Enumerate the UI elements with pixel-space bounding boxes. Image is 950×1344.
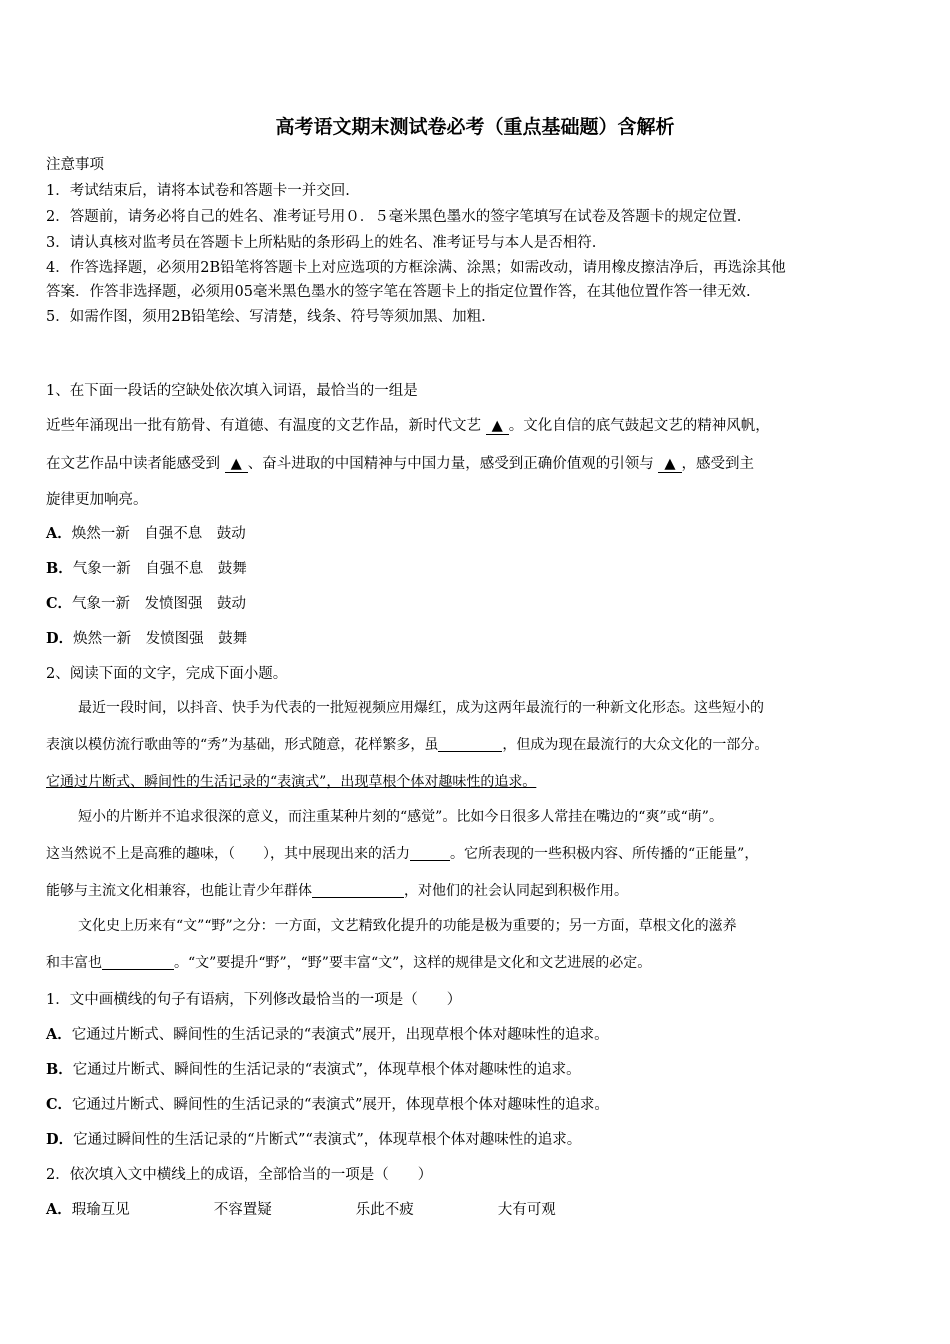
q2-passage-line: 和丰富也 。“文”要提升“野”，“野”要丰富“文”，这样的规律是文化和文艺进展的必定。	[46, 955, 652, 971]
q2-sub2-option-a[interactable]: A．瑕瑜互见 不容置疑 乐此不疲 大有可观	[46, 1201, 556, 1218]
q1-stem: 1、在下面一段话的空缺处依次填入词语，最恰当的一组是	[46, 383, 418, 399]
q1-option-c[interactable]: C．气象一新 发愤图强 鼓动	[46, 595, 247, 612]
q1-passage-line: 旋律更加响亮。	[46, 492, 148, 508]
blank-2: ▲	[225, 456, 248, 473]
q2-passage-line: 能够与主流文化相兼容，也能让青少年群体 ，对他们的社会认同起到积极作用。	[46, 883, 628, 899]
notice-item: 5．如需作图，须用2B铅笔绘、写清楚，线条、符号等须加黑、加粗.	[46, 309, 486, 325]
blank	[312, 883, 404, 898]
notice-item: 4．作答选择题，必须用2B铅笔将答题卡上对应选项的方框涂满、涂黑；如需改动，请用橡皮擦洁净后，再选涂其他	[46, 260, 786, 276]
q2-sub1-option-c[interactable]: C．它通过片断式、瞬间性的生活记录的“表演式”展开，体现草根个体对趣味性的追求。	[46, 1096, 609, 1113]
page-title: 高考语文期末测试卷必考（重点基础题）含解析	[275, 116, 675, 138]
notice-heading: 注意事项	[46, 157, 104, 173]
q2-sub1-option-d[interactable]: D．它通过瞬间性的生活记录的“片断式”“表演式”，体现草根个体对趣味性的追求。	[46, 1131, 582, 1148]
blank	[410, 846, 450, 861]
q2-underlined-sentence: 它通过片断式、瞬间性的生活记录的“表演式”，出现草根个体对趣味性的追求。	[46, 774, 537, 790]
q2-passage-line: 文化史上历来有“文”“野”之分：一方面，文艺精致化提升的功能是极为重要的；另一方面，草根文化的滋养	[78, 918, 737, 934]
q1-option-d[interactable]: D．焕然一新 发愤图强 鼓舞	[46, 630, 248, 647]
q2-passage-line: 短小的片断并不追求很深的意义，而注重某种片刻的“感觉”。比如今日很多人常挂在嘴边的“爽”或“萌”。	[78, 809, 723, 825]
notice-item: 3．请认真核对监考员在答题卡上所粘贴的条形码上的姓名、准考证号与本人是否相符.	[46, 235, 597, 251]
q2-sub1-option-b[interactable]: B．它通过片断式、瞬间性的生活记录的“表演式”，体现草根个体对趣味性的追求。	[46, 1061, 581, 1078]
q2-sub1-option-a[interactable]: A．它通过片断式、瞬间性的生活记录的“表演式”展开，出现草根个体对趣味性的追求。	[46, 1026, 609, 1043]
notice-item: 1．考试结束后，请将本试卷和答题卡一并交回.	[46, 183, 350, 199]
blank-1: ▲	[486, 418, 509, 435]
q2-passage-line: 最近一段时间，以抖音、快手为代表的一批短视频应用爆红，成为这两年最流行的一种新文化形态。这些短小的	[78, 700, 764, 716]
blank-3: ▲	[658, 456, 681, 473]
q1-passage-line: 在文艺作品中读者能感受到 ▲ 、奋斗进取的中国精神与中国力量，感受到正确价值观的引领与 ▲ ，感受到主	[46, 456, 755, 472]
q2-passage-line: 表演以模仿流行歌曲等的“秀”为基础，形式随意，花样繁多，虽 ，但成为现在最流行的大众文化的一部分。	[46, 737, 769, 753]
q1-passage-line: 近些年涌现出一批有筋骨、有道德、有温度的文艺作品，新时代文艺 ▲ 。文化自信的底气鼓起文艺的精神风帆，	[46, 418, 770, 434]
q2-stem: 2、阅读下面的文字，完成下面小题。	[46, 666, 288, 682]
blank	[438, 737, 502, 752]
notice-item: 2．答题前，请务必将自己的姓名、准考证号用０．５毫米黑色墨水的签字笔填写在试卷及答题卡的规定位置.	[46, 209, 742, 225]
q2-sub1-stem: 1．文中画横线的句子有语病，下列修改最恰当的一项是（ ）	[46, 992, 462, 1008]
q2-passage-line: 这当然说不上是高雅的趣味，（ ），其中展现出来的活力 。它所表现的一些积极内容、所传播的“正能量”，	[46, 846, 759, 862]
q1-option-b[interactable]: B．气象一新 自强不息 鼓舞	[46, 560, 247, 577]
q2-sub2-stem: 2．依次填入文中横线上的成语，全部恰当的一项是（ ）	[46, 1167, 433, 1183]
q1-option-a[interactable]: A．焕然一新 自强不息 鼓动	[46, 525, 246, 542]
notice-item: 答案．作答非选择题，必须用05毫米黑色墨水的签字笔在答题卡上的指定位置作答，在其他位置作答一律无效.	[46, 284, 751, 300]
blank	[102, 955, 174, 970]
